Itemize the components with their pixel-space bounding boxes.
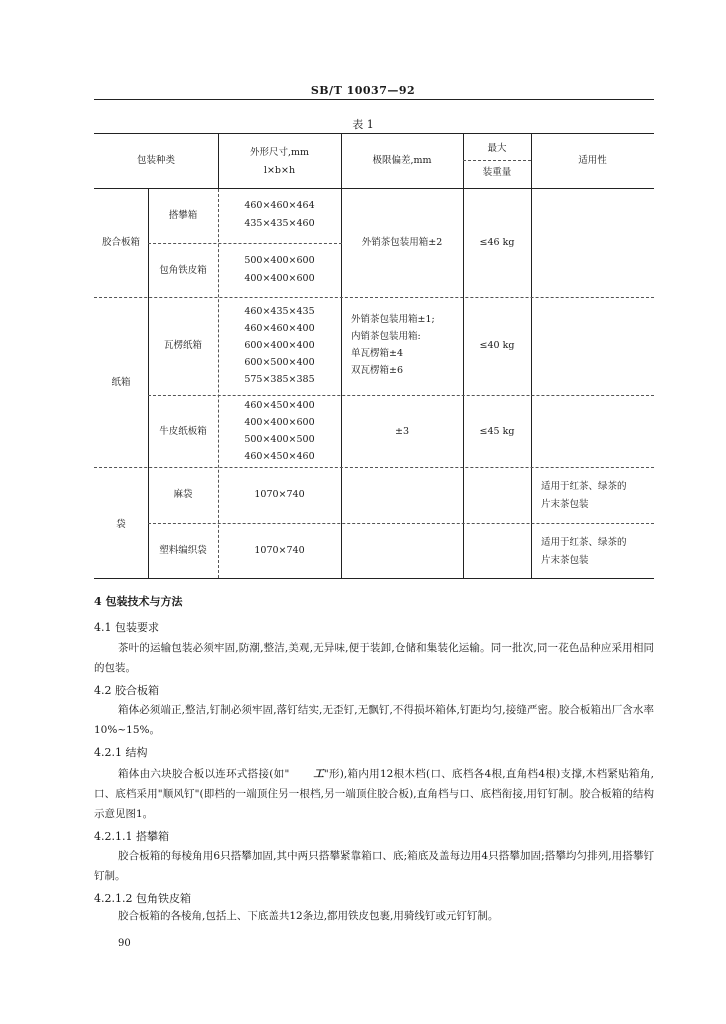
plywood-max-load: ≤46 kg: [479, 237, 515, 248]
kraft-max-load: ≤45 kg: [479, 426, 515, 437]
carton-deviation-line: 单瓦楞箱±4: [351, 348, 404, 359]
page-number: 90: [118, 938, 131, 949]
table-caption: 表 1: [352, 118, 374, 131]
size-cell: 460×450×460: [244, 451, 315, 462]
sub-kraft-board-box: 牛皮纸板箱: [159, 426, 207, 437]
scope-line: 片末茶包装: [541, 555, 589, 566]
corrugated-max-load: ≤40 kg: [479, 340, 515, 351]
row-sep-plywood-sub: [148, 243, 342, 244]
col-sep-0-body: [148, 189, 149, 578]
group-carton: 纸箱: [111, 377, 131, 388]
header-max-load-1: 最大: [487, 143, 507, 154]
size-cell: 600×500×400: [244, 357, 315, 368]
joint-shape-glyph: 工: [313, 768, 324, 780]
size-cell: 400×400×600: [244, 273, 315, 284]
header-size-1: 外形尺寸,mm: [249, 147, 310, 158]
section-4-2-1-1-title: 4.2.1.1 搭攀箱: [94, 830, 169, 843]
size-cell: 500×400×600: [244, 255, 315, 266]
table-header-rule: [94, 188, 654, 189]
sub-hasp-box: 搭攀箱: [168, 210, 198, 221]
row-sep-bag-sub: [148, 523, 654, 524]
col-sep-1: [218, 133, 219, 189]
section-4-2-title: 4.2 胶合板箱: [94, 684, 159, 697]
size-cell: 460×460×464: [244, 200, 315, 211]
scope-line: 片末茶包装: [541, 499, 589, 510]
section-4-2-text: 箱体必须端正,整洁,钉制必须牢固,落钉结实,无歪钉,无飘钉,不得损坏箱体,钉距均匀,接缝严密。胶合板箱出厂含水率10%~15%。: [94, 704, 654, 736]
row-sep-plywood-carton: [94, 297, 654, 298]
size-cell: 460×435×435: [244, 306, 315, 317]
size-cell: 460×450×400: [244, 400, 315, 411]
kraft-deviation: ±3: [394, 426, 409, 437]
scope-line: 适用于红茶、绿茶的: [541, 537, 627, 548]
section-4-2-1-1-text: 胶合板箱的每棱角用6只搭攀加固,其中两只搭攀紧靠箱口、底;箱底及盖每边用4只搭攀加固;搭攀均匀排列,用搭攀钉钉制。: [94, 850, 654, 882]
row-sep-carton-sub: [148, 395, 654, 396]
size-cell: 460×460×400: [244, 323, 315, 334]
section-4-title: 4 包装技术与方法: [94, 595, 183, 608]
header-package-type: 包装种类: [136, 155, 175, 166]
col-sep-4-body: [531, 189, 532, 578]
standard-code: SB/T 10037—92: [310, 84, 416, 97]
section-4-2-1-text-a: 箱体由六块胶合板以连环式搭接(如": [118, 768, 290, 780]
max-load-subrule: [463, 160, 531, 161]
size-cell: 435×435×460: [244, 218, 315, 229]
group-plywood: 胶合板箱: [101, 237, 140, 248]
sub-corrugated-box: 瓦楞纸箱: [163, 340, 202, 351]
sub-woven-bag: 塑料编织袋: [159, 545, 207, 556]
table-bottom-rule: [94, 578, 654, 579]
size-cell: 1070×740: [254, 545, 305, 556]
size-cell: 500×400×500: [244, 434, 315, 445]
size-cell: 1070×740: [254, 489, 305, 500]
section-4-1-text: 茶叶的运输包装必须牢固,防潮,整洁,美观,无异味,便于装卸,仓储和集装化运输。同一批次,同一花色品种应采用相同的包装。: [94, 642, 654, 674]
sub-jute-bag: 麻袋: [173, 489, 193, 500]
section-4-2-1-2-title: 4.2.1.2 包角铁皮箱: [94, 892, 191, 905]
header-size-2: l×b×h: [263, 165, 296, 176]
section-4-2-1-2-text: 胶合板箱的各棱角,包括上、下底盖共12条边,都用铁皮包裹,用骑线钉或元钉钉制。: [118, 910, 499, 922]
group-bag: 袋: [116, 519, 126, 530]
row-sep-carton-bag: [94, 467, 654, 468]
header-rule: [94, 99, 654, 100]
header-max-load-2: 装重量: [482, 167, 512, 178]
sub-iron-corner-box: 包角铁皮箱: [159, 265, 207, 276]
plywood-deviation: 外销茶包装用箱±2: [361, 237, 443, 248]
size-cell: 575×385×385: [244, 374, 315, 385]
carton-deviation-line: 双瓦楞箱±6: [351, 365, 404, 376]
size-cell: 600×400×400: [244, 340, 315, 351]
carton-deviation-line: 内销茶包装用箱:: [351, 331, 421, 342]
header-limit-deviation: 极限偏差,mm: [372, 155, 432, 166]
size-cell: 400×400×600: [244, 417, 315, 428]
carton-deviation-line: 外销茶包装用箱±1;: [351, 314, 435, 325]
header-scope: 适用性: [578, 155, 607, 166]
scope-line: 适用于红茶、绿茶的: [541, 481, 627, 492]
section-4-1-title: 4.1 包装要求: [94, 621, 159, 634]
section-4-2-1-text: [94, 764, 654, 824]
table-top-rule: [94, 133, 654, 134]
section-4-2-1-text-b: "形),箱内用12根木档(口、底档各4根,直角档4根)支撑,木档紧贴箱角,口、底档采用"顺风钉"(即档的一端顶住另一根档,另一端顶住胶合板),直角档与口、底档衔接,用钉钉制。胶合板箱的结构示意见图1。: [94, 768, 654, 820]
section-4-2-1-title: 4.2.1 结构: [94, 746, 148, 759]
